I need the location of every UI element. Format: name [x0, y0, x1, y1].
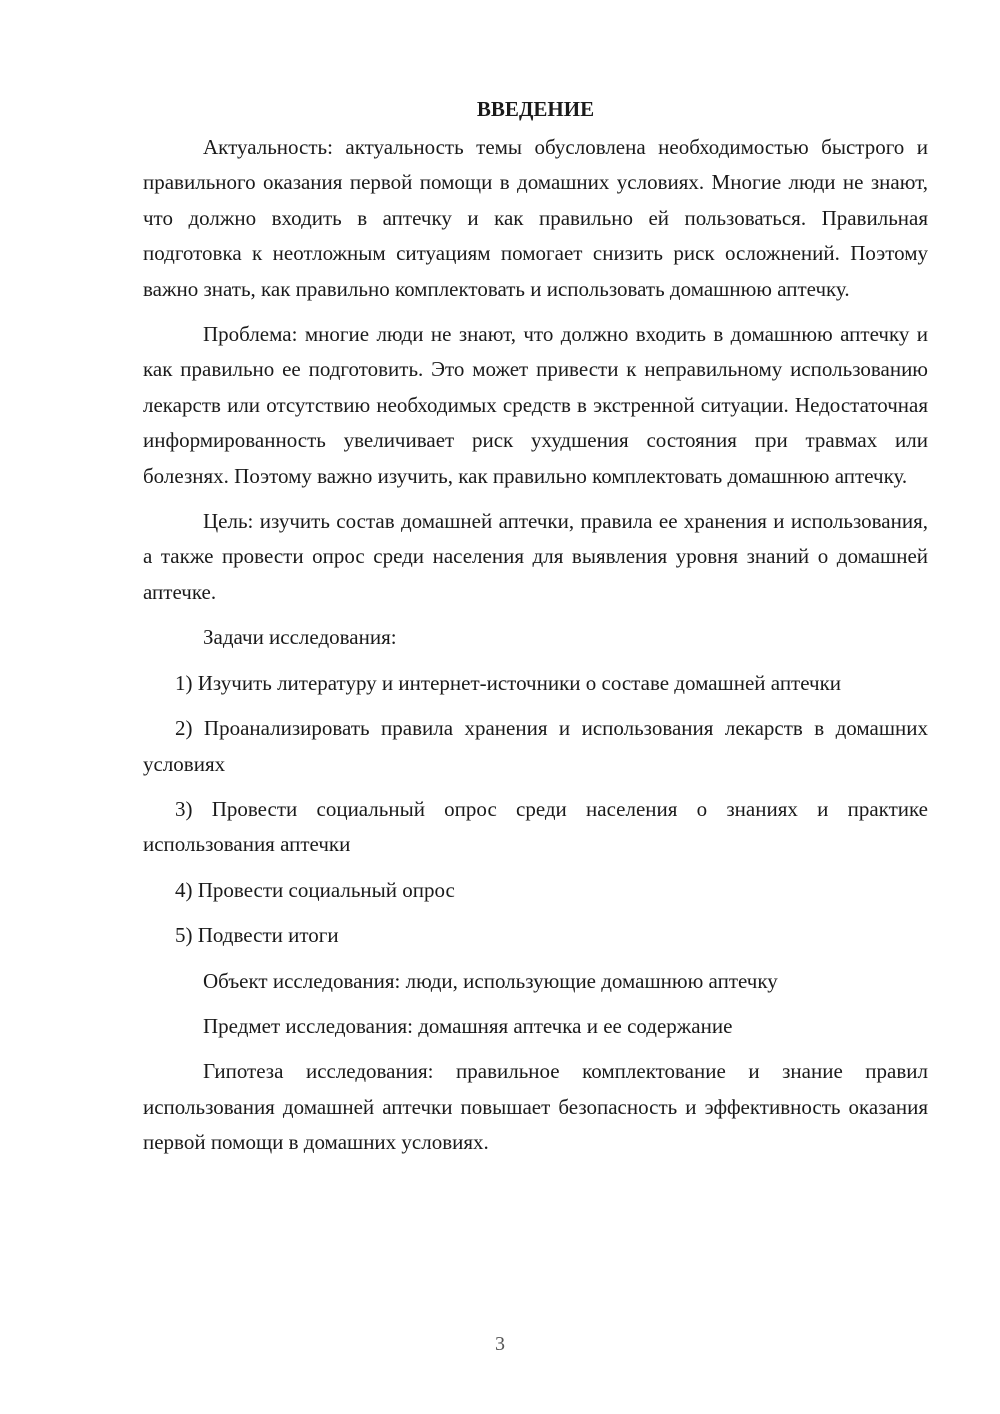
- problem-paragraph: Проблема: многие люди не знают, что должно входить в домашнюю аптечку и как правильно ее подготовить. Это может привести к неправильному использованию лекарств или отсутствию необходимых средств в экстренной ситуации. Недостаточная информированность увеличивает риск ухудшения состояния при травмах или болезнях. Поэтому важно изучить, как правильно комплектовать домашнюю аптечку.: [143, 322, 928, 488]
- task-item-1: 1) Изучить литературу и интернет-источники о составе домашней аптечки: [175, 670, 842, 695]
- document-page: [143, 92, 928, 1171]
- research-subject: Предмет исследования: домашняя аптечка и ее содержание: [203, 1013, 733, 1038]
- tasks-heading: Задачи исследования:: [203, 625, 397, 650]
- task-item-5: 5) Подвести итоги: [175, 923, 339, 948]
- task-item-3: 3) Провести социальный опрос среди населения о знаниях и практике использования аптечки: [143, 796, 928, 857]
- page-number: 3: [495, 1333, 505, 1355]
- goal-paragraph: Цель: изучить состав домашней аптечки, правила ее хранения и использования, а также провести опрос среди населения для выявления уровня знаний о домашней аптечке.: [143, 509, 928, 604]
- task-item-2: 2) Проанализировать правила хранения и использования лекарств в домашних условиях: [143, 716, 928, 776]
- research-object: Объект исследования: люди, использующие домашнюю аптечку: [203, 968, 778, 993]
- task-item-4: 4) Провести социальный опрос: [175, 877, 455, 902]
- section-title: ВВЕДЕНИЕ: [476, 97, 595, 121]
- relevance-paragraph: Актуальность: актуальность темы обусловлена необходимостью быстрого и правильного оказания первой помощи в домашних условиях. Многие люди не знают, что должно входить в аптечку и как правильно ей пользоваться. Правильная подготовка к неотложным ситуациям помогает снизить риск осложнений. Поэтому важно знать, как правильно комплектовать и использовать домашнюю аптечку.: [143, 135, 928, 301]
- hypothesis-paragraph: Гипотеза исследования: правильное комплектование и знание правил использования домашней аптечки повышает безопасность и эффективность оказания первой помощи в домашних условиях.: [143, 1059, 928, 1155]
